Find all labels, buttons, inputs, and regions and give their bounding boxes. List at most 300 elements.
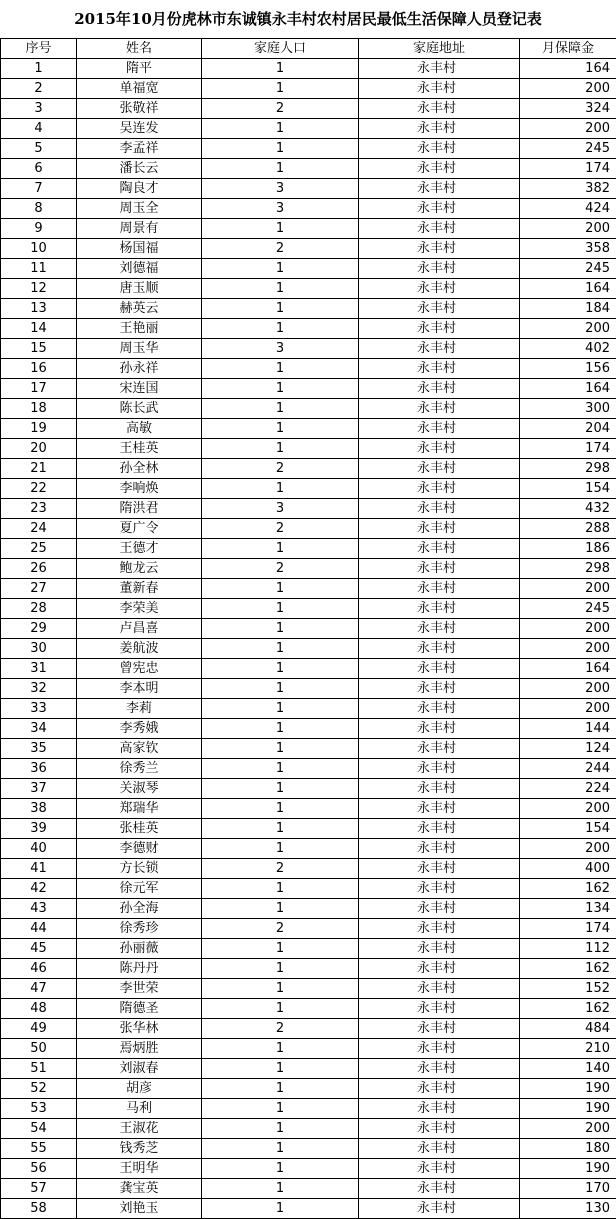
cell-address: 永丰村	[359, 499, 520, 519]
cell-name: 李德财	[77, 839, 202, 859]
cell-no: 19	[1, 419, 77, 439]
table-row	[1, 499, 616, 519]
cell-monthly-amount: 300	[520, 399, 616, 419]
cell-household-size: 1	[202, 879, 359, 899]
cell-no: 20	[1, 439, 77, 459]
cell-address: 永丰村	[359, 879, 520, 899]
table-row	[1, 119, 616, 139]
cell-name: 龚宝英	[77, 1179, 202, 1199]
cell-no: 55	[1, 1139, 77, 1159]
cell-no: 31	[1, 659, 77, 679]
cell-address: 永丰村	[359, 419, 520, 439]
cell-no: 34	[1, 719, 77, 739]
cell-address: 永丰村	[359, 459, 520, 479]
cell-household-size: 1	[202, 1059, 359, 1079]
cell-address: 永丰村	[359, 139, 520, 159]
cell-name: 孙丽薇	[77, 939, 202, 959]
cell-address: 永丰村	[359, 559, 520, 579]
cell-address: 永丰村	[359, 999, 520, 1019]
cell-household-size: 3	[202, 339, 359, 359]
cell-household-size: 1	[202, 139, 359, 159]
cell-no: 28	[1, 599, 77, 619]
cell-name: 宋连国	[77, 379, 202, 399]
cell-name: 李秀娥	[77, 719, 202, 739]
cell-address: 永丰村	[359, 479, 520, 499]
cell-household-size: 2	[202, 239, 359, 259]
table-row	[1, 179, 616, 199]
cell-monthly-amount: 200	[520, 1119, 616, 1139]
cell-monthly-amount: 200	[520, 839, 616, 859]
registry-table	[0, 38, 616, 1219]
table-row	[1, 439, 616, 459]
cell-address: 永丰村	[359, 619, 520, 639]
cell-no: 3	[1, 99, 77, 119]
cell-no: 6	[1, 159, 77, 179]
cell-no: 22	[1, 479, 77, 499]
table-row	[1, 979, 616, 999]
cell-monthly-amount: 144	[520, 719, 616, 739]
cell-address: 永丰村	[359, 219, 520, 239]
cell-address: 永丰村	[359, 799, 520, 819]
table-row	[1, 1139, 616, 1159]
cell-name: 马利	[77, 1099, 202, 1119]
cell-household-size: 1	[202, 579, 359, 599]
cell-no: 52	[1, 1079, 77, 1099]
cell-name: 张华林	[77, 1019, 202, 1039]
cell-no: 15	[1, 339, 77, 359]
cell-no: 38	[1, 799, 77, 819]
header-name: 姓名	[77, 39, 202, 59]
cell-monthly-amount: 432	[520, 499, 616, 519]
cell-household-size: 1	[202, 59, 359, 79]
cell-monthly-amount: 224	[520, 779, 616, 799]
table-row	[1, 1079, 616, 1099]
table-row	[1, 259, 616, 279]
cell-no: 18	[1, 399, 77, 419]
cell-no: 12	[1, 279, 77, 299]
cell-name: 徐秀兰	[77, 759, 202, 779]
cell-address: 永丰村	[359, 1059, 520, 1079]
header-household-size: 家庭人口	[202, 39, 359, 59]
table-row	[1, 559, 616, 579]
cell-no: 11	[1, 259, 77, 279]
cell-name: 李本明	[77, 679, 202, 699]
cell-name: 徐秀珍	[77, 919, 202, 939]
cell-household-size: 1	[202, 819, 359, 839]
cell-no: 4	[1, 119, 77, 139]
cell-monthly-amount: 130	[520, 1199, 616, 1219]
cell-address: 永丰村	[359, 159, 520, 179]
table-row	[1, 999, 616, 1019]
cell-household-size: 1	[202, 799, 359, 819]
cell-address: 永丰村	[359, 859, 520, 879]
cell-monthly-amount: 112	[520, 939, 616, 959]
cell-household-size: 1	[202, 619, 359, 639]
header-monthly-amount: 月保障金	[520, 39, 616, 59]
cell-monthly-amount: 164	[520, 379, 616, 399]
table-row	[1, 319, 616, 339]
cell-monthly-amount: 154	[520, 479, 616, 499]
cell-monthly-amount: 200	[520, 699, 616, 719]
table-row	[1, 419, 616, 439]
cell-monthly-amount: 164	[520, 659, 616, 679]
table-row	[1, 759, 616, 779]
cell-no: 40	[1, 839, 77, 859]
cell-name: 王德才	[77, 539, 202, 559]
table-row	[1, 219, 616, 239]
cell-name: 鲍龙云	[77, 559, 202, 579]
cell-address: 永丰村	[359, 1119, 520, 1139]
cell-no: 58	[1, 1199, 77, 1219]
cell-name: 刘淑春	[77, 1059, 202, 1079]
cell-household-size: 1	[202, 759, 359, 779]
cell-name: 王明华	[77, 1159, 202, 1179]
cell-monthly-amount: 164	[520, 59, 616, 79]
cell-name: 焉炳胜	[77, 1039, 202, 1059]
cell-household-size: 1	[202, 999, 359, 1019]
cell-name: 郑瑞华	[77, 799, 202, 819]
cell-address: 永丰村	[359, 379, 520, 399]
cell-address: 永丰村	[359, 279, 520, 299]
cell-address: 永丰村	[359, 739, 520, 759]
cell-monthly-amount: 200	[520, 119, 616, 139]
cell-address: 永丰村	[359, 259, 520, 279]
cell-household-size: 1	[202, 639, 359, 659]
cell-household-size: 1	[202, 699, 359, 719]
cell-no: 46	[1, 959, 77, 979]
cell-monthly-amount: 402	[520, 339, 616, 359]
cell-household-size: 1	[202, 1119, 359, 1139]
cell-monthly-amount: 288	[520, 519, 616, 539]
cell-monthly-amount: 154	[520, 819, 616, 839]
cell-name: 张敬祥	[77, 99, 202, 119]
cell-monthly-amount: 124	[520, 739, 616, 759]
cell-address: 永丰村	[359, 239, 520, 259]
cell-no: 48	[1, 999, 77, 1019]
cell-name: 陶良才	[77, 179, 202, 199]
cell-monthly-amount: 184	[520, 299, 616, 319]
cell-monthly-amount: 162	[520, 959, 616, 979]
cell-household-size: 1	[202, 1159, 359, 1179]
cell-name: 李孟祥	[77, 139, 202, 159]
cell-no: 53	[1, 1099, 77, 1119]
cell-name: 周景有	[77, 219, 202, 239]
table-row	[1, 339, 616, 359]
cell-no: 14	[1, 319, 77, 339]
cell-no: 49	[1, 1019, 77, 1039]
cell-household-size: 1	[202, 439, 359, 459]
cell-address: 永丰村	[359, 179, 520, 199]
cell-address: 永丰村	[359, 399, 520, 419]
cell-name: 潘长云	[77, 159, 202, 179]
cell-no: 17	[1, 379, 77, 399]
cell-monthly-amount: 298	[520, 459, 616, 479]
cell-name: 徐元军	[77, 879, 202, 899]
cell-household-size: 1	[202, 979, 359, 999]
cell-monthly-amount: 174	[520, 159, 616, 179]
cell-monthly-amount: 140	[520, 1059, 616, 1079]
table-row	[1, 1099, 616, 1119]
cell-no: 1	[1, 59, 77, 79]
cell-address: 永丰村	[359, 1019, 520, 1039]
table-row	[1, 279, 616, 299]
table-row	[1, 199, 616, 219]
cell-address: 永丰村	[359, 919, 520, 939]
cell-household-size: 1	[202, 959, 359, 979]
cell-monthly-amount: 298	[520, 559, 616, 579]
cell-monthly-amount: 200	[520, 619, 616, 639]
cell-name: 隋德圣	[77, 999, 202, 1019]
cell-household-size: 1	[202, 259, 359, 279]
cell-monthly-amount: 200	[520, 639, 616, 659]
cell-household-size: 2	[202, 1019, 359, 1039]
cell-no: 29	[1, 619, 77, 639]
cell-monthly-amount: 204	[520, 419, 616, 439]
table-row	[1, 1179, 616, 1199]
cell-monthly-amount: 190	[520, 1159, 616, 1179]
cell-address: 永丰村	[359, 779, 520, 799]
cell-address: 永丰村	[359, 819, 520, 839]
cell-address: 永丰村	[359, 599, 520, 619]
table-row	[1, 479, 616, 499]
table-row	[1, 639, 616, 659]
cell-no: 37	[1, 779, 77, 799]
cell-no: 56	[1, 1159, 77, 1179]
cell-name: 陈长武	[77, 399, 202, 419]
cell-monthly-amount: 324	[520, 99, 616, 119]
cell-monthly-amount: 170	[520, 1179, 616, 1199]
table-row	[1, 779, 616, 799]
cell-no: 51	[1, 1059, 77, 1079]
cell-name: 姜航波	[77, 639, 202, 659]
cell-household-size: 1	[202, 159, 359, 179]
cell-monthly-amount: 382	[520, 179, 616, 199]
cell-monthly-amount: 200	[520, 79, 616, 99]
cell-household-size: 1	[202, 1179, 359, 1199]
cell-household-size: 1	[202, 1099, 359, 1119]
cell-household-size: 2	[202, 459, 359, 479]
cell-monthly-amount: 190	[520, 1099, 616, 1119]
cell-no: 27	[1, 579, 77, 599]
table-row	[1, 619, 616, 639]
cell-address: 永丰村	[359, 99, 520, 119]
cell-address: 永丰村	[359, 1079, 520, 1099]
cell-monthly-amount: 245	[520, 139, 616, 159]
cell-no: 21	[1, 459, 77, 479]
cell-household-size: 1	[202, 319, 359, 339]
table-row	[1, 599, 616, 619]
table-row	[1, 519, 616, 539]
cell-monthly-amount: 152	[520, 979, 616, 999]
cell-address: 永丰村	[359, 759, 520, 779]
cell-no: 50	[1, 1039, 77, 1059]
cell-household-size: 1	[202, 1079, 359, 1099]
cell-household-size: 1	[202, 679, 359, 699]
cell-monthly-amount: 164	[520, 279, 616, 299]
cell-monthly-amount: 190	[520, 1079, 616, 1099]
table-row	[1, 59, 616, 79]
table-row	[1, 679, 616, 699]
cell-household-size: 2	[202, 559, 359, 579]
cell-name: 周玉全	[77, 199, 202, 219]
cell-monthly-amount: 400	[520, 859, 616, 879]
cell-name: 孙全林	[77, 459, 202, 479]
cell-address: 永丰村	[359, 679, 520, 699]
table-row	[1, 699, 616, 719]
cell-monthly-amount: 245	[520, 599, 616, 619]
cell-no: 33	[1, 699, 77, 719]
table-row	[1, 739, 616, 759]
cell-household-size: 3	[202, 199, 359, 219]
table-row	[1, 719, 616, 739]
cell-name: 钱秀芝	[77, 1139, 202, 1159]
cell-name: 吴连发	[77, 119, 202, 139]
cell-address: 永丰村	[359, 839, 520, 859]
cell-household-size: 1	[202, 1199, 359, 1219]
table-row	[1, 459, 616, 479]
cell-address: 永丰村	[359, 579, 520, 599]
cell-no: 43	[1, 899, 77, 919]
cell-name: 曾宪忠	[77, 659, 202, 679]
header-no: 序号	[1, 39, 77, 59]
cell-name: 李世荣	[77, 979, 202, 999]
cell-name: 隋洪君	[77, 499, 202, 519]
cell-household-size: 1	[202, 299, 359, 319]
table-row	[1, 139, 616, 159]
cell-address: 永丰村	[359, 979, 520, 999]
cell-address: 永丰村	[359, 359, 520, 379]
cell-monthly-amount: 200	[520, 219, 616, 239]
cell-address: 永丰村	[359, 299, 520, 319]
cell-household-size: 2	[202, 919, 359, 939]
table-row	[1, 299, 616, 319]
cell-monthly-amount: 484	[520, 1019, 616, 1039]
cell-address: 永丰村	[359, 639, 520, 659]
cell-household-size: 1	[202, 659, 359, 679]
cell-monthly-amount: 200	[520, 679, 616, 699]
cell-address: 永丰村	[359, 119, 520, 139]
table-row	[1, 839, 616, 859]
table-row	[1, 379, 616, 399]
cell-no: 7	[1, 179, 77, 199]
table-row	[1, 659, 616, 679]
cell-name: 赫英云	[77, 299, 202, 319]
cell-no: 25	[1, 539, 77, 559]
cell-household-size: 1	[202, 779, 359, 799]
cell-no: 32	[1, 679, 77, 699]
table-row	[1, 959, 616, 979]
cell-name: 张桂英	[77, 819, 202, 839]
cell-address: 永丰村	[359, 1159, 520, 1179]
cell-household-size: 1	[202, 1139, 359, 1159]
cell-name: 王淑花	[77, 1119, 202, 1139]
table-row	[1, 1199, 616, 1219]
table-row	[1, 579, 616, 599]
cell-monthly-amount: 245	[520, 259, 616, 279]
table-row	[1, 819, 616, 839]
table-row	[1, 539, 616, 559]
cell-household-size: 1	[202, 1039, 359, 1059]
cell-address: 永丰村	[359, 319, 520, 339]
cell-no: 42	[1, 879, 77, 899]
cell-no: 16	[1, 359, 77, 379]
cell-household-size: 1	[202, 539, 359, 559]
cell-household-size: 2	[202, 859, 359, 879]
header-address: 家庭地址	[359, 39, 520, 59]
cell-address: 永丰村	[359, 59, 520, 79]
cell-monthly-amount: 200	[520, 579, 616, 599]
cell-no: 10	[1, 239, 77, 259]
cell-address: 永丰村	[359, 1199, 520, 1219]
cell-address: 永丰村	[359, 439, 520, 459]
table-body	[1, 59, 616, 1219]
table-row	[1, 359, 616, 379]
cell-monthly-amount: 156	[520, 359, 616, 379]
cell-monthly-amount: 200	[520, 319, 616, 339]
cell-household-size: 2	[202, 99, 359, 119]
cell-name: 刘艳玉	[77, 1199, 202, 1219]
cell-address: 永丰村	[359, 1179, 520, 1199]
cell-monthly-amount: 174	[520, 439, 616, 459]
cell-name: 董新春	[77, 579, 202, 599]
cell-monthly-amount: 244	[520, 759, 616, 779]
cell-name: 孙永祥	[77, 359, 202, 379]
cell-household-size: 1	[202, 419, 359, 439]
cell-monthly-amount: 162	[520, 999, 616, 1019]
table-row	[1, 79, 616, 99]
cell-no: 13	[1, 299, 77, 319]
cell-no: 41	[1, 859, 77, 879]
cell-no: 2	[1, 79, 77, 99]
cell-name: 夏广令	[77, 519, 202, 539]
table-header-row	[1, 39, 616, 59]
cell-address: 永丰村	[359, 1139, 520, 1159]
cell-household-size: 1	[202, 399, 359, 419]
cell-household-size: 1	[202, 479, 359, 499]
cell-name: 胡彦	[77, 1079, 202, 1099]
cell-name: 卢昌喜	[77, 619, 202, 639]
cell-no: 54	[1, 1119, 77, 1139]
cell-address: 永丰村	[359, 339, 520, 359]
cell-name: 单福宽	[77, 79, 202, 99]
cell-name: 孙全海	[77, 899, 202, 919]
cell-name: 方长锁	[77, 859, 202, 879]
cell-no: 35	[1, 739, 77, 759]
table-row	[1, 1159, 616, 1179]
cell-address: 永丰村	[359, 899, 520, 919]
cell-name: 李莉	[77, 699, 202, 719]
cell-no: 47	[1, 979, 77, 999]
cell-name: 杨国福	[77, 239, 202, 259]
cell-name: 王艳丽	[77, 319, 202, 339]
cell-household-size: 2	[202, 519, 359, 539]
cell-household-size: 1	[202, 359, 359, 379]
cell-address: 永丰村	[359, 699, 520, 719]
cell-name: 李响焕	[77, 479, 202, 499]
cell-address: 永丰村	[359, 659, 520, 679]
cell-household-size: 1	[202, 279, 359, 299]
table-row	[1, 899, 616, 919]
table-row	[1, 939, 616, 959]
cell-address: 永丰村	[359, 519, 520, 539]
table-row	[1, 799, 616, 819]
cell-no: 8	[1, 199, 77, 219]
cell-no: 26	[1, 559, 77, 579]
table-row	[1, 159, 616, 179]
cell-household-size: 1	[202, 899, 359, 919]
cell-address: 永丰村	[359, 539, 520, 559]
page-title: 2015年10月份虎林市东诚镇永丰村农村居民最低生活保障人员登记表	[0, 0, 616, 38]
